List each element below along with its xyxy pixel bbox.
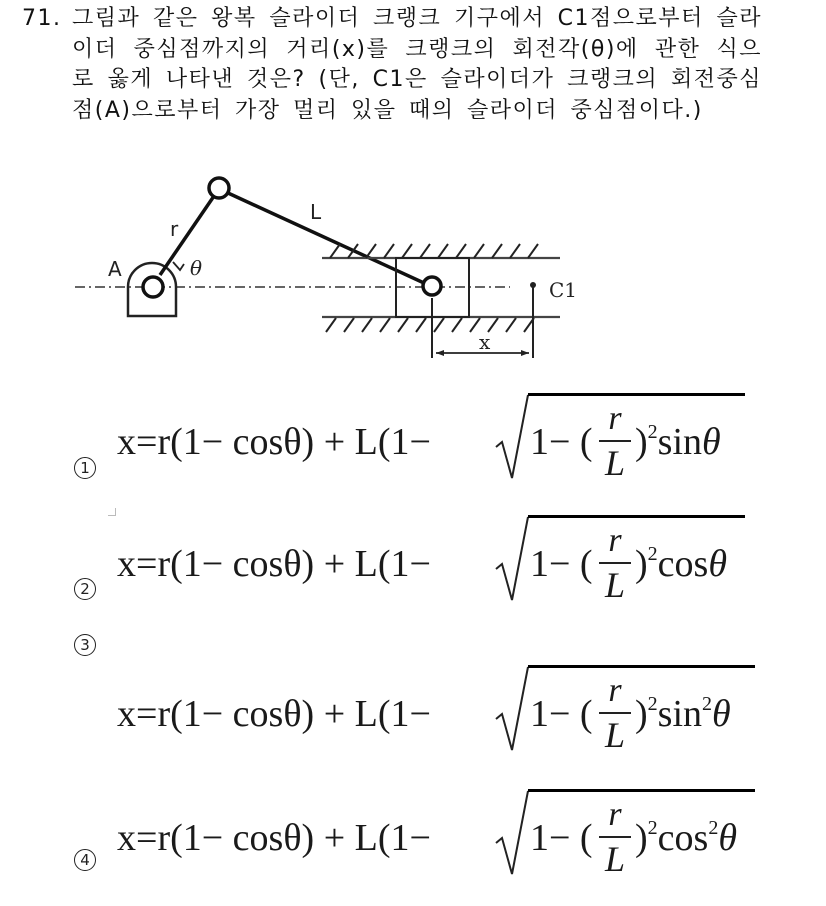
- label-x: x: [479, 330, 491, 354]
- question-text: 그림과 같은 왕복 슬라이더 크랭크 기구에서 C1점으로부터 슬라이더 중심점까지의 거리(x)를 크랭크의 회전각(θ)에 관한 식으로 옳게 나타낸 것은? (단, C1은 슬라이더가 크랭크의 회전중심점(A)으로부터 가장 멀리 있을 때의 슬라이더 중심점이다.): [72, 6, 762, 123]
- sqrt-vinculum: [528, 393, 745, 396]
- sqrt-vinculum: [528, 789, 755, 792]
- lower-hatch: [326, 318, 534, 332]
- arrow-left-icon: [436, 350, 444, 356]
- crank-pivot-a: [143, 277, 163, 297]
- choice-4-formula[interactable]: x=r(1− cosθ) + L(1− 1− ( r L )$^2\cos^2\theta$: [117, 806, 777, 906]
- choice-marker-1[interactable]: 1: [74, 457, 96, 479]
- sqrt-icon: [494, 664, 530, 756]
- label-a: A: [108, 257, 122, 281]
- choice-marker-2[interactable]: 2: [74, 578, 96, 600]
- question-number: 71.: [22, 6, 62, 31]
- sqrt-icon: [494, 392, 530, 484]
- label-l: L: [310, 200, 322, 224]
- connecting-rod: [228, 193, 424, 283]
- label-theta: θ: [190, 256, 203, 280]
- label-c1: C1: [549, 278, 578, 302]
- stray-mark: [108, 508, 116, 516]
- sqrt-vinculum: [528, 665, 755, 668]
- choice-marker-3[interactable]: 3: [74, 634, 96, 656]
- choice-1-formula[interactable]: x=r(1− cosθ) + L(1− 1− ( r L )$^2$sinθ: [117, 410, 777, 510]
- question-stem: [22, 4, 762, 126]
- arrow-right-icon: [521, 350, 529, 356]
- slider-pin: [423, 277, 441, 295]
- slider-crank-diagram: [70, 170, 590, 390]
- theta-arc-icon: [173, 262, 184, 270]
- choice-3-formula[interactable]: x=r(1− cosθ) + L(1− 1− ( r L )$^2\sin^2\theta$: [117, 682, 777, 782]
- crank-arm: [160, 196, 214, 275]
- sqrt-icon: [494, 788, 530, 880]
- crank-pin: [209, 178, 229, 198]
- label-r: r: [170, 217, 179, 241]
- sqrt-vinculum: [528, 515, 745, 518]
- choice-marker-4[interactable]: 4: [74, 849, 96, 871]
- sqrt-icon: [494, 514, 530, 606]
- c1-point: [530, 282, 536, 288]
- choice-2-formula[interactable]: x=r(1− cosθ) + L(1− 1− ( r L )$^2$cosθ: [117, 532, 777, 632]
